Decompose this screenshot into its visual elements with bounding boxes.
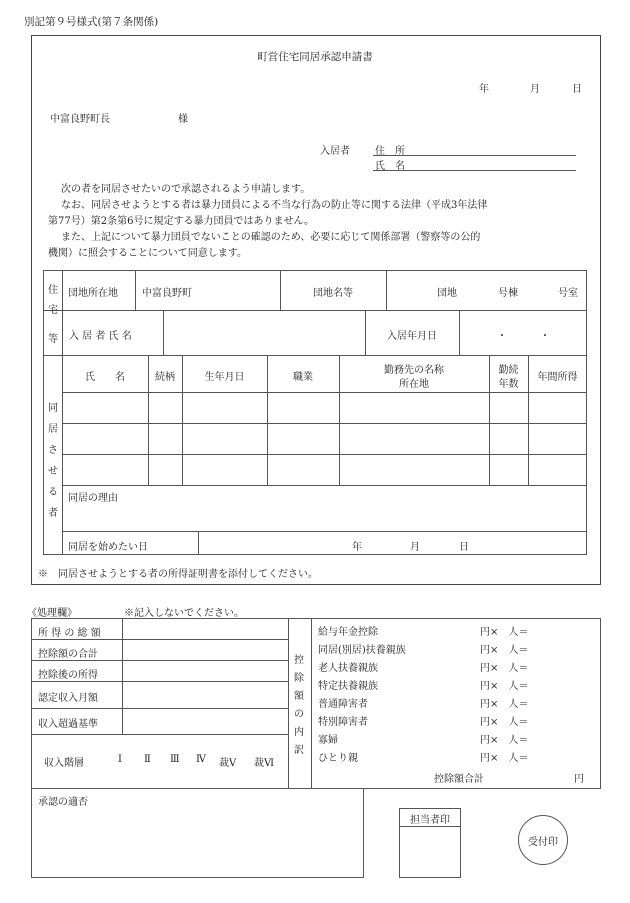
complex-suffix: 団地 [437,288,457,299]
col-annual-income: 年間所得 [537,372,578,383]
approval-label: 承認の適否 [38,797,88,808]
cohabitant-side-label-2: 居 [48,424,58,435]
reason-label: 同居の理由 [68,493,118,504]
start-date-day: 日 [459,542,469,553]
col-relationship: 続柄 [155,372,175,383]
income-excess-standard-label: 収入超過基準 [38,719,98,730]
applicant-name-label: 氏 名 [375,161,405,172]
move-in-date-label: 入居年月日 [387,331,437,342]
col-birthdate: 生年月日 [204,372,245,383]
col-occupation: 職業 [293,372,313,383]
move-in-dot-2: ・ [540,331,550,342]
deduction-unit-1: 円× 人＝ [480,627,529,638]
deduction-breakdown-label-6: 訳 [294,745,304,756]
deduction-breakdown-label-5: 内 [294,727,304,738]
housing-side-label-2: 宅 [48,305,58,316]
location-label: 団地所在地 [68,288,118,299]
deduction-unit-4: 円× 人＝ [480,681,529,692]
deduction-item-3: 老人扶養親族 [318,663,378,674]
deduction-unit-8: 円× 人＝ [480,753,529,764]
col-years-service-2: 年数 [498,379,519,390]
income-bracket-label: 収入階層 [44,758,84,769]
deduction-breakdown-label-4: の [294,709,304,720]
addressee-name: 中富良野町長 [50,114,110,125]
form-reference: 別記第９号様式(第７条関係) [24,16,159,28]
deduction-breakdown-label-3: 額 [294,691,304,702]
reception-stamp-label: 受付印 [528,836,558,848]
deduction-sum-label: 控除額の合計 [38,649,98,660]
applicant-label: 入居者 [320,146,350,157]
deduction-item-1: 給与年金控除 [318,627,378,638]
deduction-total-label: 控除額合計 [434,774,484,785]
col-employer-name: 勤務先の名称 [384,365,444,376]
deduction-item-7: 寡婦 [318,735,338,746]
statement-line-3: 第77号）第2条第6号に規定する暴力団員ではありません。 [48,216,315,227]
processing-note: ※記入しないでください。 [124,608,244,619]
deduction-breakdown-label-1: 控 [294,655,304,666]
col-employer-location: 所在地 [399,379,429,390]
cohabitant-side-label-5: る [48,487,58,498]
building-suffix: 号棟 [498,288,518,299]
deduction-unit-5: 円× 人＝ [480,699,529,710]
reception-stamp[interactable] [518,815,568,865]
statement-line-1: 次の者を同居させたいので承認されるよう申請します。 [61,184,311,195]
deduction-item-4: 特定扶養親族 [318,681,378,692]
date-month: 月 [530,84,540,95]
col-name: 氏 名 [85,372,125,383]
form-title: 町営住宅同居承認申請書 [257,51,373,63]
cohabitant-side-label-1: 同 [48,403,58,414]
date-year: 年 [479,84,489,95]
cohabitant-side-label-4: せ [48,466,58,477]
statement-line-2: なお、同居させようとする者は暴力団員による不当な行為の防止等に関する法律（平成3年法律 [61,200,488,211]
attachment-note: ※ 同居させようとする者の所得証明書を添付してください。 [38,569,318,580]
statement-line-5: 機関）に照会することについて同意します。 [48,248,247,259]
deduction-unit-7: 円× 人＝ [480,735,529,746]
deduction-item-6: 特別障害者 [318,717,368,728]
bracket-2[interactable]: Ⅱ [144,754,151,765]
cohabitant-side-label-3: さ [48,445,58,456]
deduction-item-2: 同居(別居)扶養親族 [318,645,406,656]
housing-side-label-3: 等 [48,334,58,345]
details-table [43,270,587,555]
bracket-5[interactable]: 裁Ⅴ [219,758,237,769]
complex-name-label: 団地名等 [313,288,353,299]
date-day: 日 [572,84,582,95]
deduction-item-5: 普通障害者 [318,699,368,710]
bracket-3[interactable]: Ⅲ [170,754,180,765]
start-date-year: 年 [352,542,362,553]
start-date-label: 同居を始めたい日 [68,542,148,553]
col-years-service-1: 勤続 [498,365,519,376]
deduction-unit-6: 円× 人＝ [480,717,529,728]
applicant-address-line[interactable] [373,155,576,156]
start-date-month: 月 [410,542,420,553]
resident-name-label: 入 居 者 氏 名 [69,331,132,342]
bracket-1[interactable]: Ⅰ [118,754,122,765]
income-total-label: 所 得 の 総 額 [38,628,101,639]
bracket-4[interactable]: Ⅳ [196,754,206,765]
deduction-unit-2: 円× 人＝ [480,645,529,656]
housing-side-label-1: 住 [48,285,58,296]
officer-seal-label: 担当者印 [410,815,450,826]
deduction-total-unit: 円 [574,774,584,785]
bracket-6[interactable]: 裁Ⅵ [254,758,275,769]
applicant-address-label: 住 所 [375,146,405,157]
deduction-unit-3: 円× 人＝ [480,663,529,674]
processing-header: 《処理欄》 [27,608,77,619]
move-in-dot-1: ・ [497,331,507,342]
statement-line-4: また、上記について暴力団員でないことの確認のため、必要に応じて関係部署（警察等の公的 [61,232,481,243]
certified-monthly-income-label: 認定収入月額 [38,693,98,704]
addressee-honorific: 様 [178,114,188,125]
applicant-name-line[interactable] [373,170,576,171]
after-deduction-label: 控除後の所得 [38,670,98,681]
location-value[interactable]: 中富良野町 [142,288,192,299]
deduction-breakdown-label-2: 除 [294,673,304,684]
room-suffix: 号室 [558,288,578,299]
deduction-item-8: ひとり親 [318,753,358,764]
cohabitant-side-label-6: 者 [48,508,58,519]
